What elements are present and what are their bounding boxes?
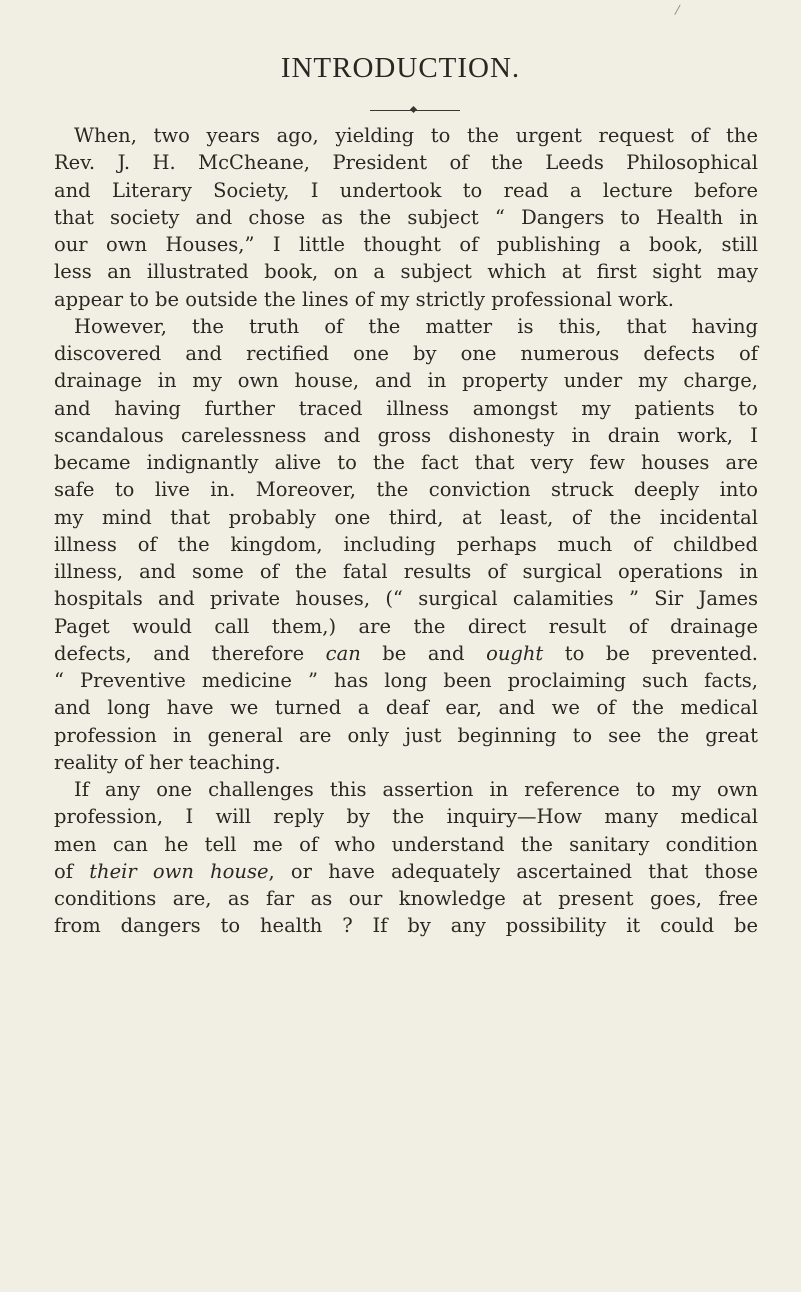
italic-phrase: their own house [89, 859, 269, 883]
text-fragment: be and [360, 641, 487, 665]
text-line: scandalous carelessness and gross dishonesty in drain work, I [54, 423, 758, 447]
text-fragment: to be prevented. [543, 641, 758, 665]
text-line: conditions are, as far as our knowledge at present goes, free [54, 887, 758, 910]
body-text [54, 122, 758, 940]
text-line: and long have we turned a deaf ear, and we of the medical [54, 696, 758, 720]
text-line: safe to live in. Moreover, the conviction struck deeply into [54, 478, 758, 502]
text-line: that society and chose as the subject “ Dangers to Health in [54, 205, 758, 229]
text-line: men can he tell me of who understand the sanitary condition [54, 832, 758, 856]
diamond-ornament-icon [410, 106, 417, 113]
text-line: discovered and rectified one by one numerous defects of [54, 342, 758, 365]
ornamental-divider [370, 110, 460, 111]
italic-word: can [325, 641, 361, 665]
page-mark: / [673, 1, 681, 20]
chapter-heading: INTRODUCTION. [280, 52, 521, 84]
text-line: less an illustrated book, on a subject which at first sight may [54, 260, 758, 284]
text-line: drainage in my own house, and in property under my charge, [54, 369, 758, 393]
text-fragment: defects, and therefore [54, 641, 326, 665]
text-line: When, two years ago, yielding to the urgent request of the [74, 124, 758, 147]
text-line: However, the truth of the matter is this, that having [74, 314, 758, 338]
text-line: “ Preventive medicine ” has long been proclaiming such facts, [54, 669, 758, 692]
text-line: appear to be outside the lines of my strictly professional work. [54, 287, 674, 311]
text-line-with-italics [54, 640, 758, 667]
text-line: profession in general are only just beginning to see the great [54, 723, 758, 747]
text-fragment: , or have adequately ascertained that those [268, 859, 759, 883]
text-line: If any one challenges this assertion in reference to my own [74, 778, 758, 801]
italic-word: ought [486, 641, 544, 665]
text-line: became indignantly alive to the fact that very few houses are [54, 451, 758, 474]
text-line: from dangers to health ? If by any possibility it could be [54, 914, 758, 938]
text-line: Paget would call them,) are the direct result of drainage [54, 614, 758, 638]
text-line: illness, and some of the fatal results of surgical operations in [54, 560, 758, 583]
text-line: Rev. J. H. McCheane, President of the Leeds Philosophical [54, 151, 758, 175]
text-line-with-italics [54, 858, 758, 885]
text-line: our own Houses,” I little thought of publishing a book, still [54, 233, 758, 256]
text-line: my mind that probably one third, at least, of the incidental [54, 505, 758, 529]
text-line: illness of the kingdom, including perhaps much of childbed [54, 532, 758, 556]
text-line: hospitals and private houses, (“ surgical calamities ” Sir James [54, 587, 758, 611]
text-fragment: of [54, 859, 90, 883]
text-line: reality of her teaching. [54, 750, 281, 774]
text-line: and Literary Society, I undertook to read a lecture before [54, 178, 758, 202]
text-line: and having further traced illness amongst my patients to [54, 396, 758, 420]
text-line: profession, I will reply by the inquiry—How many medical [54, 805, 758, 829]
